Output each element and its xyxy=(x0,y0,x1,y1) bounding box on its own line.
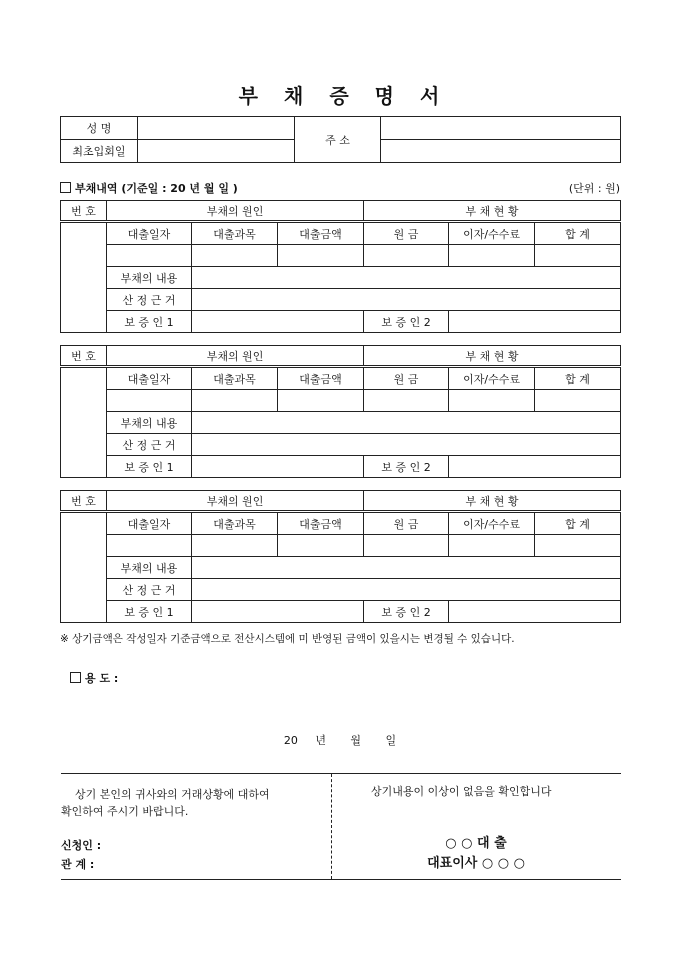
total-field[interactable] xyxy=(535,535,621,557)
guarantor1-field[interactable] xyxy=(192,601,364,623)
status-header: 부 채 현 황 xyxy=(364,201,621,222)
basis-field[interactable] xyxy=(192,579,621,601)
title-char: 부 xyxy=(238,84,260,108)
loan-subject-header: 대출과목 xyxy=(192,512,278,535)
title-char: 명 xyxy=(374,84,396,108)
debt-table xyxy=(60,490,621,623)
company-name: ○ ○ 대 출 xyxy=(445,836,507,851)
loan-date-field[interactable] xyxy=(107,390,192,412)
address-label: 주 소 xyxy=(295,117,381,163)
debt-table xyxy=(60,200,621,333)
applicant-form xyxy=(60,116,621,163)
title-char: 채 xyxy=(284,84,306,108)
guarantor2-label: 보 증 인 2 xyxy=(364,311,449,333)
interest-field[interactable] xyxy=(449,535,535,557)
guarantor1-label: 보 증 인 1 xyxy=(107,311,192,333)
guarantor1-field[interactable] xyxy=(192,456,364,478)
name-field[interactable] xyxy=(138,117,295,140)
loan-date-header: 대출일자 xyxy=(107,512,192,535)
request-text-2: 확인하여 주시기 바랍니다. xyxy=(61,805,189,818)
join-date-field[interactable] xyxy=(138,140,295,163)
unit-label: (단위 : 원) xyxy=(568,182,620,195)
interest-field[interactable] xyxy=(449,245,535,267)
basis-field[interactable] xyxy=(192,289,621,311)
principal-header: 원 금 xyxy=(364,367,449,390)
content-field[interactable] xyxy=(192,412,621,434)
loan-subject-header: 대출과목 xyxy=(192,367,278,390)
loan-amount-header: 대출금액 xyxy=(278,367,364,390)
content-label: 부채의 내용 xyxy=(107,412,192,434)
guarantor2-field[interactable] xyxy=(449,456,621,478)
guarantor2-label: 보 증 인 2 xyxy=(364,456,449,478)
content-field[interactable] xyxy=(192,557,621,579)
section-title: 부채내역 (기준일 : 20 년 월 일 ) xyxy=(75,182,238,195)
title-char: 서 xyxy=(419,84,442,108)
section-heading xyxy=(60,180,238,196)
loan-amount-field[interactable] xyxy=(278,535,364,557)
guarantor2-field[interactable] xyxy=(449,601,621,623)
applicant-label: 신청인 : xyxy=(61,839,102,852)
request-box xyxy=(61,774,332,879)
total-field[interactable] xyxy=(535,245,621,267)
request-text-1: 상기 본인의 귀사와의 거래상황에 대하여 xyxy=(75,788,270,801)
checkbox-icon xyxy=(60,182,71,193)
loan-date-field[interactable] xyxy=(107,535,192,557)
number-cell[interactable] xyxy=(61,222,107,333)
loan-date-header: 대출일자 xyxy=(107,367,192,390)
content-label: 부채의 내용 xyxy=(107,557,192,579)
number-cell[interactable] xyxy=(61,367,107,478)
loan-amount-field[interactable] xyxy=(278,390,364,412)
confirm-text: 상기내용이 이상이 없음을 확인합니다 xyxy=(371,785,552,798)
interest-header: 이자/수수료 xyxy=(449,512,535,535)
principal-field[interactable] xyxy=(364,535,449,557)
interest-header: 이자/수수료 xyxy=(449,367,535,390)
loan-amount-field[interactable] xyxy=(278,245,364,267)
no-header: 번 호 xyxy=(61,346,107,367)
guarantor1-label: 보 증 인 1 xyxy=(107,601,192,623)
total-header: 합 계 xyxy=(535,367,621,390)
loan-amount-header: 대출금액 xyxy=(278,222,364,245)
content-field[interactable] xyxy=(192,267,621,289)
date-line: 20 년 월 일 xyxy=(283,734,397,747)
title-char: 증 xyxy=(329,84,351,108)
loan-subject-header: 대출과목 xyxy=(192,222,278,245)
cause-header: 부채의 원인 xyxy=(107,346,364,367)
loan-amount-header: 대출금액 xyxy=(278,512,364,535)
basis-label: 산 정 근 거 xyxy=(107,579,192,601)
address-field-1[interactable] xyxy=(381,117,621,140)
purpose-heading xyxy=(70,670,118,686)
principal-field[interactable] xyxy=(364,245,449,267)
confirmation-section xyxy=(61,773,621,880)
guarantor2-label: 보 증 인 2 xyxy=(364,601,449,623)
content-label: 부채의 내용 xyxy=(107,267,192,289)
loan-subject-field[interactable] xyxy=(192,535,278,557)
loan-date-field[interactable] xyxy=(107,245,192,267)
no-header: 번 호 xyxy=(61,201,107,222)
debt-table xyxy=(60,345,621,478)
basis-label: 산 정 근 거 xyxy=(107,289,192,311)
loan-subject-field[interactable] xyxy=(192,245,278,267)
guarantor1-label: 보 증 인 1 xyxy=(107,456,192,478)
total-header: 합 계 xyxy=(535,222,621,245)
note-text: ※ 상기금액은 작성일자 기준금액으로 전산시스템에 미 반영된 금액이 있을시는 변경될 수 있습니다. xyxy=(60,633,515,645)
no-header: 번 호 xyxy=(61,491,107,512)
basis-label: 산 정 근 거 xyxy=(107,434,192,456)
interest-header: 이자/수수료 xyxy=(449,222,535,245)
loan-date-header: 대출일자 xyxy=(107,222,192,245)
principal-field[interactable] xyxy=(364,390,449,412)
address-field-2[interactable] xyxy=(381,140,621,163)
status-header: 부 채 현 황 xyxy=(364,491,621,512)
document-title xyxy=(0,80,680,109)
ceo-name: 대표이사 ○ ○ ○ xyxy=(427,856,525,871)
confirm-box xyxy=(331,774,621,879)
loan-subject-field[interactable] xyxy=(192,390,278,412)
principal-header: 원 금 xyxy=(364,512,449,535)
number-cell[interactable] xyxy=(61,512,107,623)
guarantor1-field[interactable] xyxy=(192,311,364,333)
total-field[interactable] xyxy=(535,390,621,412)
basis-field[interactable] xyxy=(192,434,621,456)
status-header: 부 채 현 황 xyxy=(364,346,621,367)
guarantor2-field[interactable] xyxy=(449,311,621,333)
cause-header: 부채의 원인 xyxy=(107,491,364,512)
join-date-label: 최초입회일 xyxy=(61,140,138,163)
interest-field[interactable] xyxy=(449,390,535,412)
checkbox-icon xyxy=(70,672,81,683)
cause-header: 부채의 원인 xyxy=(107,201,364,222)
name-label: 성 명 xyxy=(61,117,138,140)
purpose-label: 용 도 : xyxy=(85,672,119,685)
principal-header: 원 금 xyxy=(364,222,449,245)
total-header: 합 계 xyxy=(535,512,621,535)
relation-label: 관 계 : xyxy=(61,858,95,871)
